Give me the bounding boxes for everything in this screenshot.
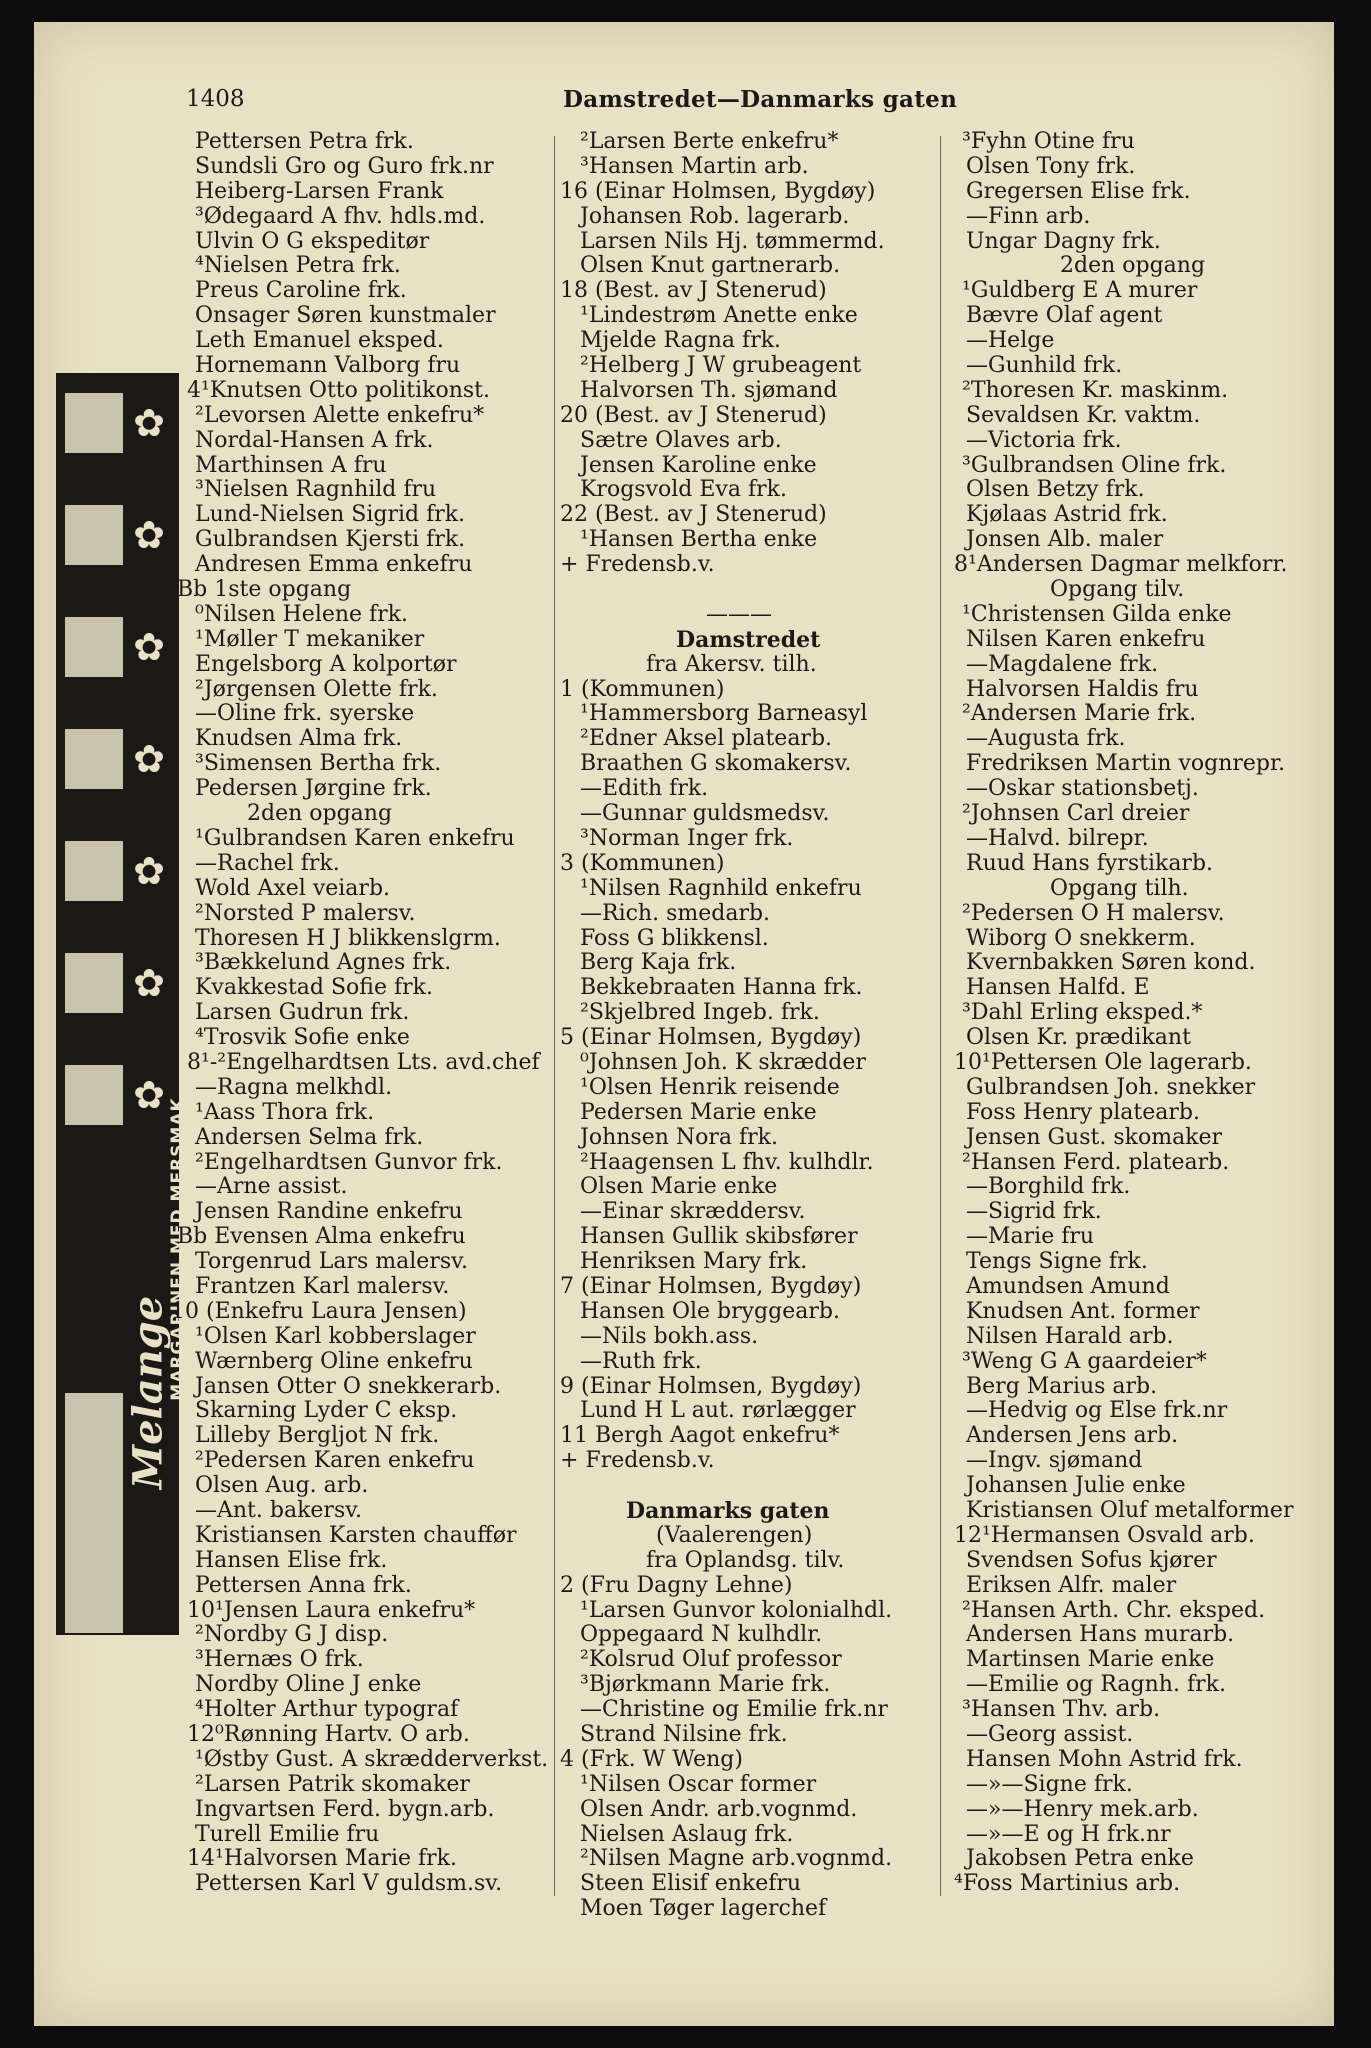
directory-entry: Andersen Jens arb. — [966, 1423, 1179, 1449]
directory-entry: ⁰Nilsen Helene frk. — [195, 601, 409, 627]
advert-panel — [65, 1573, 123, 1633]
directory-entry: —Christine og Emilie frk.nr — [580, 1697, 888, 1723]
directory-entry: Amundsen Amund — [966, 1273, 1170, 1299]
directory-entry: ³Dahl Erling eksped.* — [962, 1000, 1203, 1026]
directory-entry: Strand Nilsine frk. — [580, 1722, 788, 1747]
directory-entry: Olsen Marie enke — [580, 1174, 778, 1200]
directory-entry: Lund-Nielsen Sigrid frk. — [195, 502, 466, 528]
directory-entry: Leth Emanuel eksped. — [195, 328, 444, 354]
directory-entry: 10¹Pettersen Ole lagerarb. — [954, 1049, 1252, 1075]
directory-entry: Olsen Aug. arb. — [195, 1473, 369, 1499]
directory-entry: ³Norman Inger frk. — [580, 825, 794, 851]
advert-text — [118, 1097, 188, 1579]
directory-entry: ¹Guldberg E A murer — [962, 278, 1198, 304]
directory-entry: —Oskar stationsbetj. — [966, 776, 1199, 802]
directory-entry: Eriksen Alfr. maler — [966, 1572, 1177, 1598]
directory-entry: + Fredensb.v. — [560, 1448, 715, 1474]
directory-entry: Olsen Betzy frk. — [966, 477, 1145, 503]
directory-entry: ²Haagensen L fhv. kulhdlr. — [580, 1149, 874, 1175]
directory-entry: Kjølaas Astrid frk. — [966, 502, 1168, 528]
directory-entry: Wiborg O snekkerm. — [966, 925, 1196, 951]
directory-entry: Berg Kaja frk. — [580, 950, 737, 976]
directory-entry: Gregersen Elise frk. — [966, 178, 1191, 204]
directory-entry: Opgang tilh. — [1050, 875, 1189, 901]
directory-entry: Sundsli Gro og Guro frk.nr — [195, 153, 494, 179]
directory-entry: Fredriksen Martin vognrepr. — [966, 751, 1286, 777]
directory-entry: ¹Hansen Bertha enke — [580, 527, 818, 553]
directory-entry: ²Larsen Berte enkefru* — [580, 129, 839, 154]
directory-entry: 2 (Fru Dagny Lehne) — [560, 1572, 793, 1598]
directory-entry: Wærnberg Oline enkefru — [195, 1348, 473, 1374]
directory-entry: —Hedvig og Else frk.nr — [966, 1398, 1228, 1424]
directory-entry: ³Nielsen Ragnhild fru — [195, 477, 437, 503]
directory-entry: Olsen Andr. arb.vognmd. — [580, 1796, 858, 1822]
directory-entry: —Magdalene frk. — [966, 651, 1159, 677]
advert-panel — [65, 505, 123, 565]
directory-entry: Hansen Mohn Astrid frk. — [966, 1746, 1243, 1772]
directory-entry: ¹Olsen Karl kobberslager — [195, 1323, 476, 1349]
advert-panel — [65, 841, 123, 901]
directory-entry: Berg Marius arb. — [966, 1373, 1158, 1399]
directory-entry: ¹Aass Thora frk. — [195, 1099, 375, 1125]
directory-entry: 16 (Einar Holmsen, Bygdøy) — [560, 178, 876, 204]
directory-entry: —Gunhild frk. — [966, 353, 1123, 379]
directory-entry: Olsen Tony frk. — [966, 153, 1136, 179]
directory-entry: Preus Caroline frk. — [195, 278, 407, 304]
directory-entry: Andersen Hans murarb. — [966, 1622, 1235, 1648]
directory-entry: ³Weng G A gaardeier* — [962, 1348, 1207, 1374]
directory-entry: ³Ødegaard A fhv. hdls.md. — [195, 203, 486, 229]
directory-entry: —Augusta frk. — [966, 726, 1126, 752]
advert-panel — [65, 953, 123, 1013]
directory-entry: ³Hansen Thv. arb. — [962, 1697, 1161, 1723]
directory-entry: ——— — [706, 601, 772, 627]
directory-entry: ²Nordby G J disp. — [195, 1622, 389, 1648]
directory-entry: 12⁰Rønning Hartv. O arb. — [187, 1722, 470, 1747]
flower-icon: ✿ — [133, 961, 165, 1005]
directory-entry: 2den opgang — [1060, 253, 1206, 279]
directory-entry: Bb 1ste opgang — [177, 577, 352, 603]
directory-entry: ⁴Trosvik Sofie enke — [195, 1025, 410, 1051]
directory-entry: Nielsen Aslaug frk. — [580, 1821, 794, 1847]
directory-entry: Pettersen Petra frk. — [195, 129, 414, 154]
directory-entry: Jensen Karoline enke — [580, 452, 817, 478]
directory-entry: —Ruth frk. — [580, 1348, 702, 1374]
directory-entry: Braathen G skomakersv. — [580, 751, 852, 777]
directory-entry: Nilsen Karen enkefru — [966, 626, 1206, 652]
directory-entry: Danmarks gaten — [626, 1497, 830, 1524]
directory-entry: Moen Tøger lagerchef — [580, 1896, 827, 1922]
directory-entry: Pedersen Marie enke — [580, 1099, 817, 1125]
directory-entry: ³Hansen Martin arb. — [580, 153, 809, 179]
advert-panel — [65, 1393, 123, 1453]
directory-entry: ¹Gulbrandsen Karen enkefru — [195, 825, 515, 851]
directory-entry: —Rich. smedarb. — [580, 900, 771, 926]
advert-brand: Melange — [124, 1295, 172, 1490]
directory-entry: ²Hansen Ferd. platearb. — [962, 1149, 1230, 1175]
directory-entry: 1 (Kommunen) — [560, 676, 725, 702]
directory-entry: 8¹‑²Engelhardtsen Lts. avd.chef — [187, 1049, 540, 1075]
directory-entry: ²Kolsrud Oluf professor — [580, 1647, 842, 1673]
directory-entry: Hansen Elise frk. — [195, 1547, 388, 1573]
directory-entry: ²Norsted P malersv. — [195, 900, 416, 926]
directory-entry: ²Skjelbred Ingeb. frk. — [580, 1000, 820, 1026]
directory-entry: 11 Bergh Aagot enkefru* — [560, 1423, 840, 1449]
directory-entry: ¹Østby Gust. A skrædderverkst. — [195, 1746, 549, 1772]
directory-entry: 10¹Jensen Laura enkefru* — [187, 1597, 476, 1623]
directory-entry: Kvernbakken Søren kond. — [966, 950, 1256, 976]
directory-entry: Sætre Olaves arb. — [580, 427, 782, 453]
directory-entry: Gulbrandsen Joh. snekker — [966, 1074, 1256, 1100]
directory-entry: Pettersen Karl V guldsm.sv. — [195, 1871, 503, 1897]
directory-entry: + Fredensb.v. — [560, 552, 715, 578]
directory-entry: Krogsvold Eva frk. — [580, 477, 787, 503]
directory-entry: Frantzen Karl malersv. — [195, 1273, 450, 1299]
directory-entry: Marthinsen A fru — [195, 452, 387, 478]
directory-entry: 4¹Knutsen Otto politikonst. — [187, 377, 491, 403]
directory-entry: Oppegaard N kulhdlr. — [580, 1622, 823, 1648]
directory-entry: Wold Axel veiarb. — [195, 875, 391, 901]
directory-entry: 2den opgang — [247, 801, 393, 827]
directory-entry: Engelsborg A kolportør — [195, 651, 457, 677]
directory-entry: —Borghild frk. — [966, 1174, 1131, 1200]
directory-entry: Hansen Gullik skibsfører — [580, 1224, 858, 1250]
directory-entry: ³Bjørkmann Marie frk. — [580, 1672, 831, 1698]
directory-entry: Opgang tilv. — [1050, 577, 1185, 603]
directory-entry: ¹Lindestrøm Anette enke — [580, 303, 858, 329]
flower-icon: ✿ — [133, 513, 165, 557]
directory-entry: Thoresen H J blikkenslgrm. — [195, 925, 501, 951]
directory-entry: Kristiansen Oluf metalformer — [966, 1497, 1294, 1523]
directory-entry: 3 (Kommunen) — [560, 850, 725, 876]
directory-entry: ²Larsen Patrik skomaker — [195, 1771, 470, 1797]
directory-entry: Knudsen Alma frk. — [195, 726, 403, 752]
directory-entry: Bb Evensen Alma enkefru — [177, 1224, 466, 1250]
directory-entry: Halvorsen Haldis fru — [966, 676, 1199, 702]
directory-entry: Bævre Olaf agent — [966, 303, 1163, 329]
advert-panel — [65, 1065, 123, 1125]
flower-icon: ✿ — [133, 625, 165, 669]
flower-icon: ✿ — [133, 1073, 165, 1117]
directory-entry: ¹Nilsen Ragnhild enkefru — [580, 875, 862, 901]
directory-entry: ²Hansen Arth. Chr. eksped. — [962, 1597, 1266, 1623]
directory-entry: —Emilie og Ragnh. frk. — [966, 1672, 1226, 1698]
directory-entry: Knudsen Ant. former — [966, 1298, 1200, 1324]
directory-entry: Andresen Emma enkefru — [195, 552, 473, 578]
directory-entry: —»—Henry mek.arb. — [966, 1796, 1199, 1822]
directory-entry: (Vaalerengen) — [656, 1522, 813, 1548]
directory-entry: 7 (Einar Holmsen, Bygdøy) — [560, 1273, 862, 1299]
directory-entry: 12¹Hermansen Osvald arb. — [954, 1522, 1255, 1548]
directory-entry: Johansen Julie enke — [966, 1473, 1186, 1499]
directory-entry: Hornemann Valborg fru — [195, 353, 461, 379]
directory-entry: ²Thoresen Kr. maskinm. — [962, 377, 1229, 403]
directory-entry: ¹Larsen Gunvor kolonialhdl. — [580, 1597, 893, 1623]
directory-entry: Olsen Knut gartnerarb. — [580, 253, 841, 279]
directory-entry: ²Jørgensen Olette frk. — [195, 676, 438, 702]
directory-entry: Pedersen Jørgine frk. — [195, 776, 432, 802]
directory-entry: 22 (Best. av J Stenerud) — [560, 502, 827, 528]
directory-entry: Johnsen Nora frk. — [580, 1124, 778, 1150]
directory-entry: 8¹Andersen Dagmar melkforr. — [954, 552, 1288, 578]
directory-entry: ⁴Nielsen Petra frk. — [195, 253, 401, 279]
directory-entry: 20 (Best. av J Stenerud) — [560, 402, 827, 428]
directory-entry: Damstredet — [676, 626, 821, 653]
directory-entry: ¹Møller T mekaniker — [195, 626, 425, 652]
directory-entry: Johansen Rob. lagerarb. — [580, 203, 850, 229]
directory-entry: Ruud Hans fyrstikarb. — [966, 850, 1214, 876]
advert-panel — [65, 617, 123, 677]
directory-entry: Jonsen Alb. maler — [966, 527, 1164, 553]
column-divider-2 — [940, 136, 941, 1896]
directory-entry: —Ant. bakersv. — [195, 1497, 363, 1523]
flower-icon: ✿ — [133, 849, 165, 893]
directory-entry: Mjelde Ragna frk. — [580, 328, 782, 354]
directory-entry: —Helge — [966, 328, 1055, 354]
directory-entry: ²Helberg J W grubeagent — [580, 353, 862, 379]
directory-entry: Lund H L aut. rørlægger — [580, 1398, 856, 1424]
directory-entry: ¹Hammersborg Barneasyl — [580, 701, 868, 727]
directory-entry: —»—E og H frk.nr — [966, 1821, 1171, 1847]
directory-entry: Nordby Oline J enke — [195, 1672, 422, 1698]
directory-entry: ¹Christensen Gilda enke — [962, 601, 1232, 627]
directory-entry: ³Gulbrandsen Oline frk. — [962, 452, 1227, 478]
directory-entry: ²Johnsen Carl dreier — [962, 801, 1190, 827]
advert-panel — [65, 393, 123, 453]
directory-entry: Halvorsen Th. sjømand — [580, 377, 838, 403]
advert-panel — [65, 729, 123, 789]
directory-entry: ⁴Foss Martinius arb. — [954, 1871, 1181, 1897]
directory-entry: —Georg assist. — [966, 1722, 1134, 1747]
directory-entry: Larsen Nils Hj. tømmermd. — [580, 228, 885, 254]
directory-entry: ²Nilsen Magne arb.vognmd. — [580, 1846, 893, 1872]
directory-entry: 10 (Enkefru Laura Jensen) — [171, 1298, 467, 1324]
directory-entry: Tengs Signe frk. — [966, 1249, 1148, 1275]
directory-entry: Olsen Kr. prædikant — [966, 1025, 1191, 1051]
directory-entry: Ulvin O G ekspeditør — [195, 228, 430, 254]
directory-entry: ²Engelhardtsen Gunvor frk. — [195, 1149, 503, 1175]
directory-entry: Pettersen Anna frk. — [195, 1572, 412, 1598]
directory-entry: —Nils bokh.ass. — [580, 1323, 759, 1349]
directory-entry: Steen Elisif enkefru — [580, 1871, 802, 1897]
directory-entry: Onsager Søren kunstmaler — [195, 303, 496, 329]
directory-entry: 9 (Einar Holmsen, Bygdøy) — [560, 1373, 862, 1399]
directory-entry: ³Simensen Bertha frk. — [195, 751, 442, 777]
directory-entry: —Victoria frk. — [966, 427, 1122, 453]
directory-entry: Hansen Halfd. E — [966, 975, 1150, 1001]
directory-entry: Jensen Randine enkefru — [195, 1199, 463, 1225]
directory-entry: 5 (Einar Holmsen, Bygdøy) — [560, 1025, 862, 1051]
advert-panel — [65, 1453, 123, 1513]
directory-entry: Kvakkestad Sofie frk. — [195, 975, 433, 1001]
directory-entry: fra Oplandsg. tilv. — [646, 1547, 845, 1573]
directory-entry: ³Bækkelund Agnes frk. — [195, 950, 452, 976]
directory-entry: 18 (Best. av J Stenerud) — [560, 278, 827, 304]
directory-entry: Skarning Lyder C eksp. — [195, 1398, 458, 1424]
directory-entry: —»—Signe frk. — [966, 1771, 1133, 1797]
advert-panel — [65, 1513, 123, 1573]
directory-entry: —Oline frk. syerske — [195, 701, 415, 727]
directory-entry: Foss Henry platearb. — [966, 1099, 1200, 1125]
margarine-advert — [56, 373, 188, 1635]
directory-entry: —Edith frk. — [580, 776, 709, 802]
directory-entry: ⁰Johnsen Joh. K skrædder — [580, 1049, 866, 1075]
directory-entry: ¹Nilsen Oscar former — [580, 1771, 817, 1797]
directory-entry: —Finn arb. — [966, 203, 1091, 229]
directory-entry: Hansen Ole bryggearb. — [580, 1298, 840, 1324]
directory-entry: Bekkebraaten Hanna frk. — [580, 975, 863, 1001]
directory-entry: fra Akersv. tilh. — [646, 651, 817, 677]
directory-entry: Andersen Selma frk. — [195, 1124, 424, 1150]
directory-entry — [556, 578, 936, 603]
directory-entry: —Halvd. bilrepr. — [966, 825, 1149, 851]
directory-entry — [556, 1474, 936, 1499]
directory-entry: Ungar Dagny frk. — [966, 228, 1161, 254]
directory-entry: ⁴Holter Arthur typograf — [195, 1697, 459, 1723]
directory-entry: ²Pedersen Karen enkefru — [195, 1448, 475, 1474]
directory-entry: Torgenrud Lars malersv. — [195, 1249, 468, 1275]
directory-entry: —Arne assist. — [195, 1174, 348, 1200]
directory-entry: Nordal-Hansen A frk. — [195, 427, 434, 453]
directory-entry: 4 (Frk. W Weng) — [560, 1746, 743, 1772]
directory-entry: Martinsen Marie enke — [966, 1647, 1215, 1673]
directory-entry: ²Edner Aksel platearb. — [580, 726, 833, 752]
flower-icon: ✿ — [133, 737, 165, 781]
directory-entry: —Ragna melkhdl. — [195, 1074, 393, 1100]
directory-column-1 — [171, 130, 561, 1897]
directory-entry: ³Fyhn Otine fru — [962, 129, 1135, 154]
directory-entry: ²Levorsen Alette enkefru* — [195, 402, 485, 428]
directory-entry: Jakobsen Petra enke — [966, 1846, 1194, 1872]
directory-entry: —Ingv. sjømand — [966, 1448, 1143, 1474]
directory-entry: 14¹Halvorsen Marie frk. — [187, 1846, 458, 1872]
page-title: Damstredet—Danmarks gaten — [563, 86, 958, 113]
directory-entry: Jansen Otter O snekkerarb. — [195, 1373, 502, 1399]
directory-entry: Foss G blikkensl. — [580, 925, 769, 951]
advert-slogan: MARGARINEN MED MERSMAK — [168, 1097, 188, 1401]
directory-entry: Lilleby Bergljot N frk. — [195, 1423, 440, 1449]
directory-entry: Ingvartsen Ferd. bygn.arb. — [195, 1796, 495, 1822]
directory-entry: —Sigrid frk. — [966, 1199, 1102, 1225]
directory-entry: Nilsen Harald arb. — [966, 1323, 1174, 1349]
directory-entry: Kristiansen Karsten chauffør — [195, 1522, 517, 1548]
directory-entry: ²Andersen Marie frk. — [962, 701, 1197, 727]
page-number: 1408 — [186, 86, 245, 112]
directory-entry: Henriksen Mary frk. — [580, 1249, 808, 1275]
directory-entry: ¹Olsen Henrik reisende — [580, 1074, 840, 1100]
directory-entry: —Marie fru — [966, 1224, 1095, 1250]
directory-entry: ³Hernæs O frk. — [195, 1647, 364, 1673]
directory-entry: Larsen Gudrun frk. — [195, 1000, 410, 1026]
directory-entry: Sevaldsen Kr. vaktm. — [966, 402, 1201, 428]
directory-entry: Turell Emilie fru — [195, 1821, 380, 1847]
directory-entry: —Einar skræddersv. — [580, 1199, 806, 1225]
directory-entry: —Rachel frk. — [195, 850, 340, 876]
directory-column-2 — [556, 130, 936, 1922]
directory-column-3 — [950, 130, 1320, 1897]
directory-entry: Jensen Gust. skomaker — [966, 1124, 1223, 1150]
directory-entry: Heiberg-Larsen Frank — [195, 178, 444, 204]
directory-entry: Svendsen Sofus kjører — [966, 1547, 1217, 1573]
directory-entry: Gulbrandsen Kjersti frk. — [195, 527, 466, 553]
directory-entry: ²Pedersen O H malersv. — [962, 900, 1225, 926]
flower-icon: ✿ — [133, 401, 165, 445]
directory-entry: —Gunnar guldsmedsv. — [580, 801, 830, 827]
